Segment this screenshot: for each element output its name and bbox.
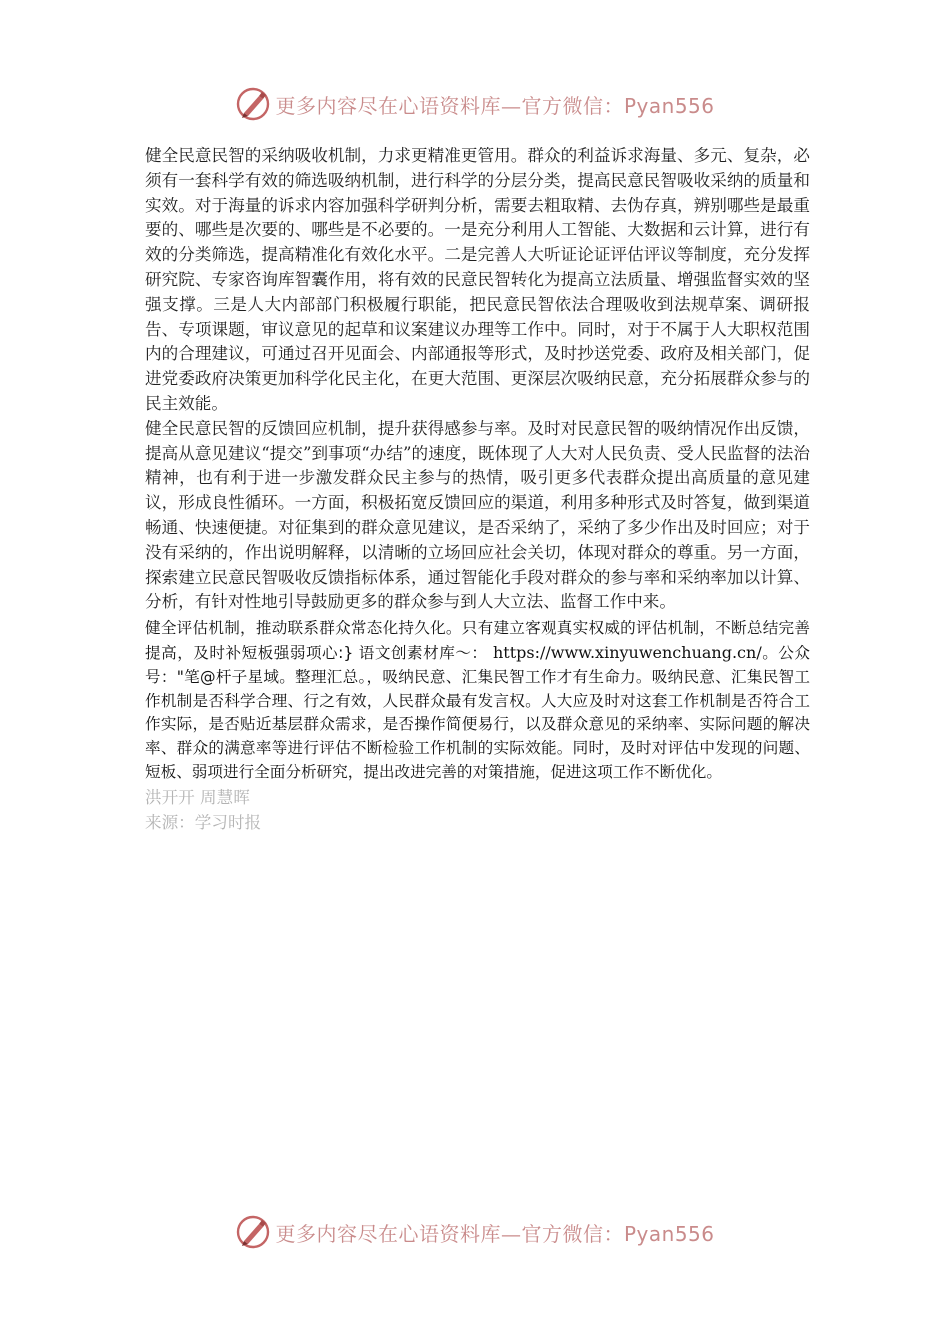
pen-logo-icon [235, 1214, 271, 1250]
wechat-id: Pyan556 [623, 1221, 715, 1246]
banner-text: 更多内容尽在心语资料库—官方微信：Pyan556 [275, 1221, 715, 1246]
footer-banner [0, 1210, 950, 1254]
website-link: https://www.xinyuwenchuang.cn/ [492, 642, 762, 662]
authors: 洪开开 周慧晖 [145, 787, 250, 807]
header-banner [0, 82, 950, 126]
wechat-id: Pyan556 [623, 93, 715, 118]
paragraph-3: 健全评估机制，推动联系群众常态化持久化。只有建立客观真实权威的评估机制，不断总结完善提高，及时补短板强弱项心:} 语文创素材库～： https://www.xinyuwenchuang.cn/。公众号："笔@杆子星域。整理汇总。，吸纳民意、汇集民智工作才有生命力。吸纳民意、汇集民智工作机制是否科学合理、行之有效，人民群众最有发言权。人大应及时对这套工作机制是否符合工作实际，是否贴近基层群众需求，是否操作简便易行，以及群众意见的采纳率、实际问题的解决率、群众的满意率等进行评估不断检验工作机制的实际效能。同时，及时对评估中发现的问题、短板、弱项进行全面分析研究，提出改进完善的对策措施，促进这项工作不断优化。 [145, 619, 810, 781]
article-body [145, 144, 810, 835]
banner-text: 更多内容尽在心语资料库—官方微信：Pyan556 [275, 93, 715, 118]
source: 来源：学习时报 [145, 812, 262, 832]
paragraph-2: 健全民意民智的反馈回应机制，提升获得感参与率。及时对民意民智的吸纳情况作出反馈，提高从意见建议“提交”到事项“办结”的速度，既体现了人大对人民负责、受人民监督的法治精神，也有利于进一步激发群众民主参与的热情，吸引更多代表群众提出高质量的意见建议，形成良性循环。一方面，积极拓宽反馈回应的渠道，利用多种形式及时答复，做到渠道畅通、快速便捷。对征集到的群众意见建议，是否采纳了，采纳了多少作出及时回应；对于没有采纳的，作出说明解释，以清晰的立场回应社会关切，体现对群众的尊重。另一方面，探索建立民意民智吸收反馈指标体系，通过智能化手段对群众的参与率和采纳率加以计算、分析，有针对性地引导鼓励更多的群众参与到人大立法、监督工作中来。 [145, 418, 810, 612]
paragraph-1: 健全民意民智的采纳吸收机制，力求更精准更管用。群众的利益诉求海量、多元、复杂，必须有一套科学有效的筛选吸纳机制，进行科学的分层分类，提高民意民智吸收采纳的质量和实效。对于海量的诉求内容加强科学研判分析，需要去粗取精、去伪存真，辨别哪些是最重要的、哪些是次要的、哪些是不必要的。一是充分利用人工智能、大数据和云计算，进行有效的分类筛选，提高精准化有效化水平。二是完善人大听证论证评估评议等制度，充分发挥研究院、专家咨询库智囊作用，将有效的民意民智转化为提高立法质量、增强监督实效的坚强支撑。三是人大内部部门积极履行职能，把民意民智依法合理吸收到法规草案、调研报告、专项课题，审议意见的起草和议案建议办理等工作中。同时，对于不属于人大职权范围内的合理建议，可通过召开见面会、内部通报等形式，及时抄送党委、政府及相关部门，促进党委政府决策更加科学化民主化，在更大范围、更深层次吸纳民意，充分拓展群众参与的民主效能。 [145, 146, 810, 413]
pen-logo-icon [235, 86, 271, 122]
